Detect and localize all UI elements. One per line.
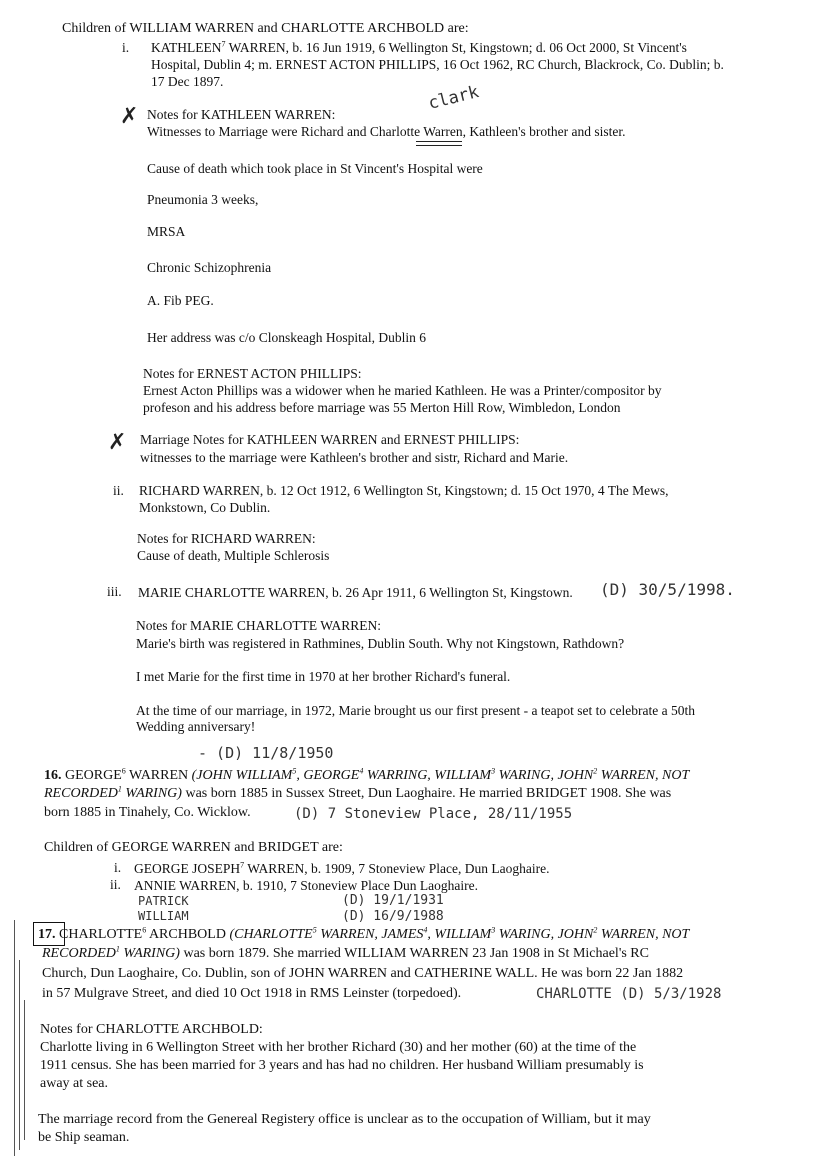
kathleen-notes-schizophrenia: Chronic Schizophrenia — [147, 260, 272, 275]
underline-mark — [416, 141, 462, 142]
entry-17-line2: RECORDED$^1$ WARING) was born 1879. She married WILLIAM WARREN 23 Jan 1908 in St Michael's RC — [42, 944, 649, 961]
entry-16-line1: 16. GEORGE$^6$ WARREN (JOHN WILLIAM$^5$, GEORGE$^4$ WARRING, WILLIAM$^3$ WARING, JOHN$^2$ WARREN, NOT — [44, 766, 690, 783]
marriage-notes-title: Marriage Notes for KATHLEEN WARREN and ERNEST PHILLIPS: — [140, 432, 520, 447]
charlotte-notes-line3: away at sea. — [40, 1076, 109, 1091]
handwritten-patrick-death: (D) 19/1/1931 — [342, 893, 444, 908]
child-richard-line1: RICHARD WARREN, b. 12 Oct 1912, 6 Wellington St, Kingstown; d. 15 Oct 1970, 4 The Mews, — [139, 483, 669, 498]
charlotte-notes-title: Notes for CHARLOTTE ARCHBOLD: — [40, 1022, 263, 1037]
marriage-notes-witnesses: witnesses to the marriage were Kathleen's brother and sistr, Richard and Marie. — [140, 450, 569, 465]
child-kathleen-line1: KATHLEEN$^7$ WARREN, b. 16 Jun 1919, 6 Wellington St, Kingstown; d. 06 Oct 2000, St Vincent's — [151, 39, 687, 55]
marie-notes-met: I met Marie for the first time in 1970 at her brother Richard's funeral. — [136, 669, 511, 684]
cross-mark-icon: ✗ — [108, 430, 127, 455]
child-annie: ANNIE WARREN, b. 1910, 7 Stoneview Place Dun Laoghaire. — [134, 878, 478, 893]
child-number: ii. — [113, 483, 124, 498]
child-kathleen-line3: 17 Dec 1897. — [151, 74, 224, 89]
kathleen-notes-title: Notes for KATHLEEN WARREN: — [147, 107, 336, 122]
child-richard-line2: Monkstown, Co Dublin. — [139, 500, 271, 515]
charlotte-notes-line2: 1911 census. She has been married for 3 years and has had no children. Her husband William presumably is — [40, 1058, 644, 1073]
entry-16-line3: born 1885 in Tinahely, Co. Wicklow. — [44, 805, 251, 820]
entry-17-line1: 17. CHARLOTTE$^6$ ARCHBOLD (CHARLOTTE$^5$ WARREN, JAMES$^4$, WILLIAM$^3$ WARING, JOHN$^2$ WARREN, NOT — [38, 925, 690, 942]
margin-line — [24, 1000, 25, 1140]
handwritten-clark: clark — [426, 82, 481, 114]
child-kathleen-line2: Hospital, Dublin 4; m. ERNEST ACTON PHILLIPS, 16 Oct 1962, RC Church, Blackrock, Co. Dublin; b. — [151, 57, 724, 72]
margin-line — [14, 920, 15, 1156]
entry-17-line4: in 57 Mulgrave Street, and died 10 Oct 1918 in RMS Leinster (torpedoed). — [42, 986, 462, 1001]
underline-mark — [416, 145, 462, 146]
children-heading-warren: Children of WILLIAM WARREN and CHARLOTTE ARCHBOLD are: — [62, 21, 469, 36]
handwritten-george-death: - (D) 11/8/1950 — [198, 744, 334, 762]
marie-notes-birth: Marie's birth was registered in Rathmines, Dublin South. Why not Kingstown, Rathdown? — [136, 636, 625, 651]
handwritten-marie-death: (D) 30/5/1998. — [600, 580, 735, 599]
child-number: i. — [122, 40, 130, 55]
charlotte-notes-line5: be Ship seaman. — [38, 1130, 130, 1145]
margin-line — [19, 960, 20, 1150]
ernest-notes-title: Notes for ERNEST ACTON PHILLIPS: — [143, 366, 362, 381]
handwritten-william: WILLIAM — [138, 909, 189, 923]
marie-notes-anniversary: Wedding anniversary! — [136, 719, 256, 734]
kathleen-notes-address: Her address was c/o Clonskeagh Hospital, Dublin 6 — [147, 330, 426, 345]
children-heading-george: Children of GEORGE WARREN and BRIDGET are: — [44, 840, 343, 855]
child-number: ii. — [110, 877, 121, 892]
marie-notes-title: Notes for MARIE CHARLOTTE WARREN: — [136, 618, 381, 633]
cross-mark-icon: ✗ — [120, 104, 139, 129]
ernest-notes-line1: Ernest Acton Phillips was a widower when he maried Kathleen. He was a Printer/compositor by — [143, 383, 662, 398]
marie-notes-present: At the time of our marriage, in 1972, Marie brought us our first present - a teapot set to celebrate a 50th — [136, 703, 695, 718]
richard-notes-cause: Cause of death, Multiple Schlerosis — [137, 548, 330, 563]
kathleen-notes-afib: A. Fib PEG. — [147, 293, 214, 308]
child-number: i. — [114, 860, 122, 875]
kathleen-notes-mrsa: MRSA — [147, 224, 186, 239]
charlotte-notes-line1: Charlotte living in 6 Wellington Street with her brother Richard (30) and her mother (60) at the time of the — [40, 1040, 637, 1055]
handwritten-charlotte-death: CHARLOTTE (D) 5/3/1928 — [536, 986, 722, 1002]
entry-17-line3: Church, Dun Laoghaire, Co. Dublin, son of JOHN WARREN and CATHERINE WALL. He was born 22 Jan 1882 — [42, 966, 684, 981]
kathleen-notes-cause: Cause of death which took place in St Vincent's Hospital were — [147, 161, 483, 176]
handwritten-william-death: (D) 16/9/1988 — [342, 909, 444, 924]
entry-16-line2: RECORDED$^1$ WARING) was born 1885 in Sussex Street, Dun Laoghaire. He married BRIDGET 1908. She was — [44, 784, 672, 801]
handwritten-bridget-death: (D) 7 Stoneview Place, 28/11/1955 — [294, 806, 573, 822]
child-number: iii. — [107, 584, 122, 599]
handwritten-patrick: PATRICK — [138, 894, 189, 908]
charlotte-notes-line4: The marriage record from the Genereal Registery office is unclear as to the occupation of William, but it may — [38, 1112, 651, 1127]
richard-notes-title: Notes for RICHARD WARREN: — [137, 531, 316, 546]
child-marie-line1: MARIE CHARLOTTE WARREN, b. 26 Apr 1911, 6 Wellington St, Kingstown. — [138, 585, 573, 600]
kathleen-notes-witnesses: Witnesses to Marriage were Richard and Charlotte Warren, Kathleen's brother and sister. — [147, 124, 626, 139]
kathleen-notes-pneumonia: Pneumonia 3 weeks, — [147, 192, 259, 207]
child-george-joseph: GEORGE JOSEPH$^7$ WARREN, b. 1909, 7 Stoneview Place, Dun Laoghaire. — [134, 860, 550, 876]
ernest-notes-line2: profeson and his address before marriage was 55 Merton Hill Row, Wimbledon, London — [143, 400, 621, 415]
